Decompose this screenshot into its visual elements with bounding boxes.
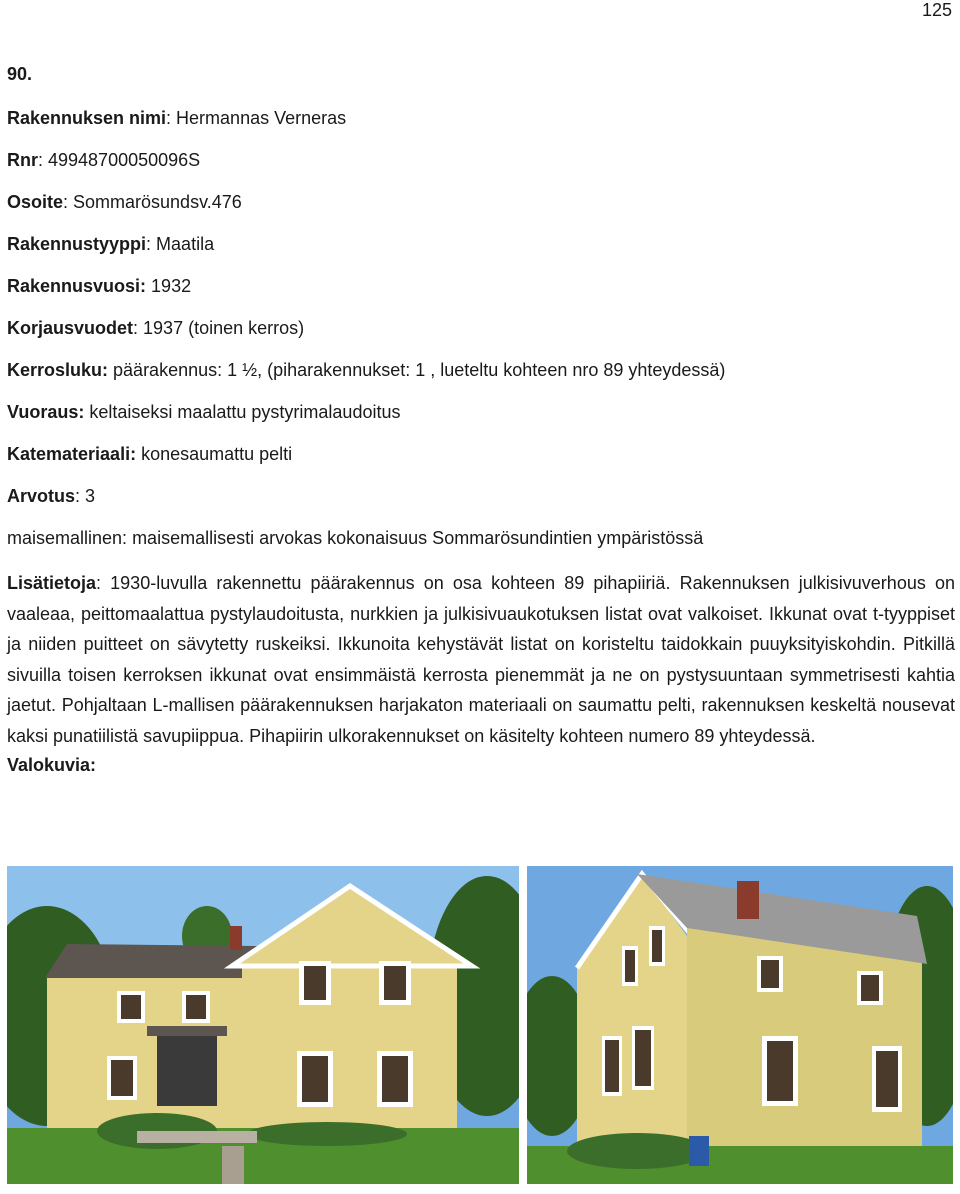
field-label: Kerrosluku: bbox=[7, 360, 109, 380]
field-value: : Sommarösundsv.476 bbox=[63, 192, 242, 212]
field-list bbox=[7, 106, 955, 550]
additional-info-label: Lisätietoja bbox=[7, 573, 97, 593]
field-row bbox=[7, 484, 955, 508]
field-label: Rakennustyyppi bbox=[7, 234, 147, 254]
field-label: Katemateriaali: bbox=[7, 444, 137, 464]
field-value: päärakennus: 1 ½, (piharakennukset: 1 , lueteltu kohteen nro 89 yhteydessä) bbox=[108, 360, 726, 380]
field-label: Rnr bbox=[7, 150, 38, 170]
field-row bbox=[7, 526, 955, 550]
field-row bbox=[7, 148, 955, 172]
field-label: Korjausvuodet bbox=[7, 318, 134, 338]
house-photo-front bbox=[7, 866, 519, 1184]
field-row bbox=[7, 316, 955, 340]
field-label: Arvotus bbox=[7, 486, 76, 506]
page-number: 125 bbox=[921, 0, 952, 20]
field-row bbox=[7, 442, 955, 466]
field-label: Osoite bbox=[7, 192, 64, 212]
field-row bbox=[7, 232, 955, 256]
photos-label: Valokuvia: bbox=[7, 755, 97, 775]
field-label: Rakennuksen nimi bbox=[7, 108, 167, 128]
field-row bbox=[7, 358, 955, 382]
document-body bbox=[7, 62, 955, 777]
field-row bbox=[7, 190, 955, 214]
field-value: maisemallisesti arvokas kokonaisuus Sommarösundintien ympäristössä bbox=[127, 528, 704, 548]
field-value: : 49948700050096S bbox=[38, 150, 201, 170]
field-label: Rakennusvuosi: bbox=[7, 276, 147, 296]
field-label: maisemallinen: bbox=[7, 528, 128, 548]
field-row bbox=[7, 274, 955, 298]
field-value: : Maatila bbox=[146, 234, 215, 254]
field-value: : Hermannas Verneras bbox=[166, 108, 347, 128]
field-row bbox=[7, 400, 955, 424]
field-label: Vuoraus: bbox=[7, 402, 85, 422]
entry-number: 90. bbox=[7, 64, 33, 84]
field-value: konesaumattu pelti bbox=[136, 444, 293, 464]
field-value: keltaiseksi maalattu pystyrimalaudoitus bbox=[84, 402, 401, 422]
house-photo-side-image bbox=[527, 866, 953, 1184]
house-photo-front-image bbox=[7, 866, 519, 1184]
field-value: : 1937 (toinen kerros) bbox=[133, 318, 305, 338]
additional-info-text: : 1930-luvulla rakennettu päärakennus on osa kohteen 89 pihapiiriä. Rakennuksen julkisivuverhous on vaaleaa, peittomaalattua pystylaudoitusta, nurkkien ja julkisivuaukotuksen listat ovat valkoiset. Ikkunat ovat t-tyyppiset ja niiden puitteet on sävytetty ruskeiksi. Ikkunoita kehystävät listat on koristeltu taidokkain puuyksityiskohdin. Pitkillä sivuilla toisen kerroksen ikkunat ovat ensimmäistä kerrosta pienemmät ja ne on pystysuuntaan symmetrisesti kahtia jaetut. Pohjaltaan L-mallisen päärakennuksen harjakaton materiaali on saumattu pelti, rakennuksen keskeltä nousevat kaksi punatiilistä savupiippua. Pihapiirin ulkorakennukset on käsitelty kohteen numero 89 yhteydessä. bbox=[7, 573, 955, 746]
field-value: 1932 bbox=[146, 276, 192, 296]
field-row bbox=[7, 106, 955, 130]
additional-info-paragraph bbox=[7, 568, 955, 751]
field-value: : 3 bbox=[75, 486, 96, 506]
house-photo-side bbox=[527, 866, 953, 1184]
